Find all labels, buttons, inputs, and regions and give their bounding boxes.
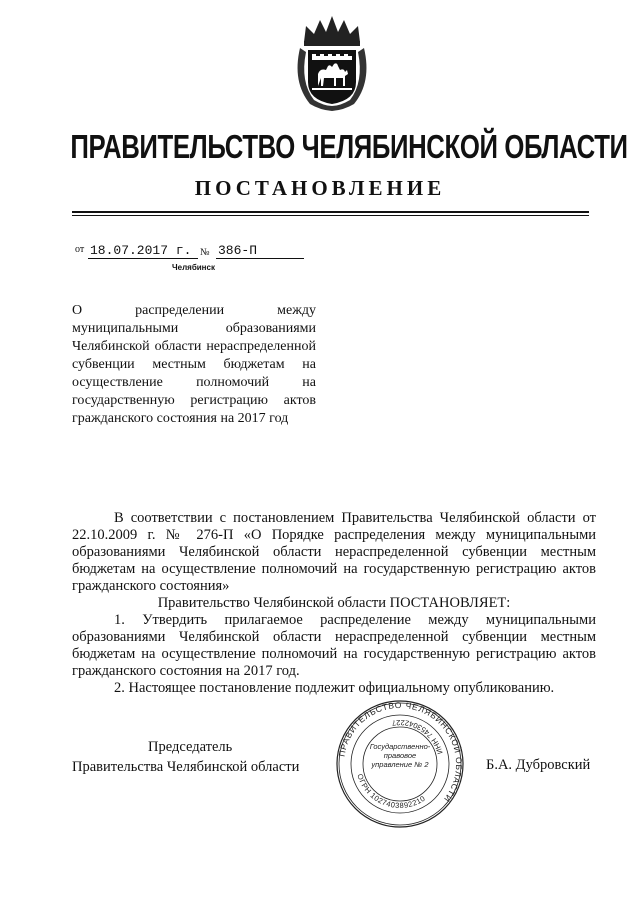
body-paragraph: В соответствии с постановлением Правительства Челябинской области от 22.10.2009 г. № 276-П «О Порядке распределения между муниципальными образованиями Челябинской области нераспределенной субвенции местным бюджетам на осуществление полномочий на государственную регистрацию актов гражданского состояния» — [72, 510, 596, 594]
resolution-line: Правительство Челябинской области ПОСТАНОВЛЯЕТ: — [157, 595, 511, 611]
signatory-title — [72, 737, 372, 777]
document-type: ПОСТАНОВЛЕНИЕ — [194, 176, 446, 200]
seal-outer-text: ПРАВИТЕЛЬСТВО ЧЕЛЯБИНСКОЙ ОБЛАСТИ — [336, 699, 465, 805]
seal-inner-text: Государственно-правовое управление № 2 — [369, 742, 431, 769]
seal-ogrn: ОГРН 1027403892210 — [355, 772, 428, 811]
signatory-name: Б.А. Дубровский — [486, 757, 591, 773]
divider — [72, 211, 589, 213]
seal-inn: ИНН 7453042227 — [390, 717, 445, 756]
document-body — [72, 510, 596, 697]
document-date: 18.07.2017 г. — [88, 243, 198, 259]
date-prefix: от — [75, 244, 85, 255]
divider — [72, 215, 589, 216]
government-title: ПРАВИТЕЛЬСТВО ЧЕЛЯБИНСКОЙ ОБЛАСТИ — [70, 128, 628, 165]
signatory-title-line: Правительства Челябинской области — [72, 759, 300, 775]
official-round-seal-icon — [334, 698, 466, 830]
signatory-title-line: Председатель — [148, 739, 233, 755]
document-number: 386-П — [216, 243, 304, 259]
city-label: Челябинск — [172, 263, 215, 272]
body-paragraph: 2. Настоящее постановление подлежит официальному опубликованию. — [114, 680, 555, 696]
document-subject: О распределении между муниципальными образованиями Челябинской области нераспределенной субвенции местным бюджетам на осуществление полномочий на государственную регистрацию актов гражданского состояния на 2017 год — [72, 303, 316, 426]
chelyabinsk-coat-of-arms-icon — [290, 12, 374, 112]
body-paragraph: 1. Утвердить прилагаемое распределение между муниципальными образованиями Челябинской области нераспределенной субвенции местным бюджетам на осуществление полномочий на государственную регистрацию актов гражданского состояния на 2017 год. — [72, 612, 596, 679]
number-prefix: № — [200, 247, 210, 258]
